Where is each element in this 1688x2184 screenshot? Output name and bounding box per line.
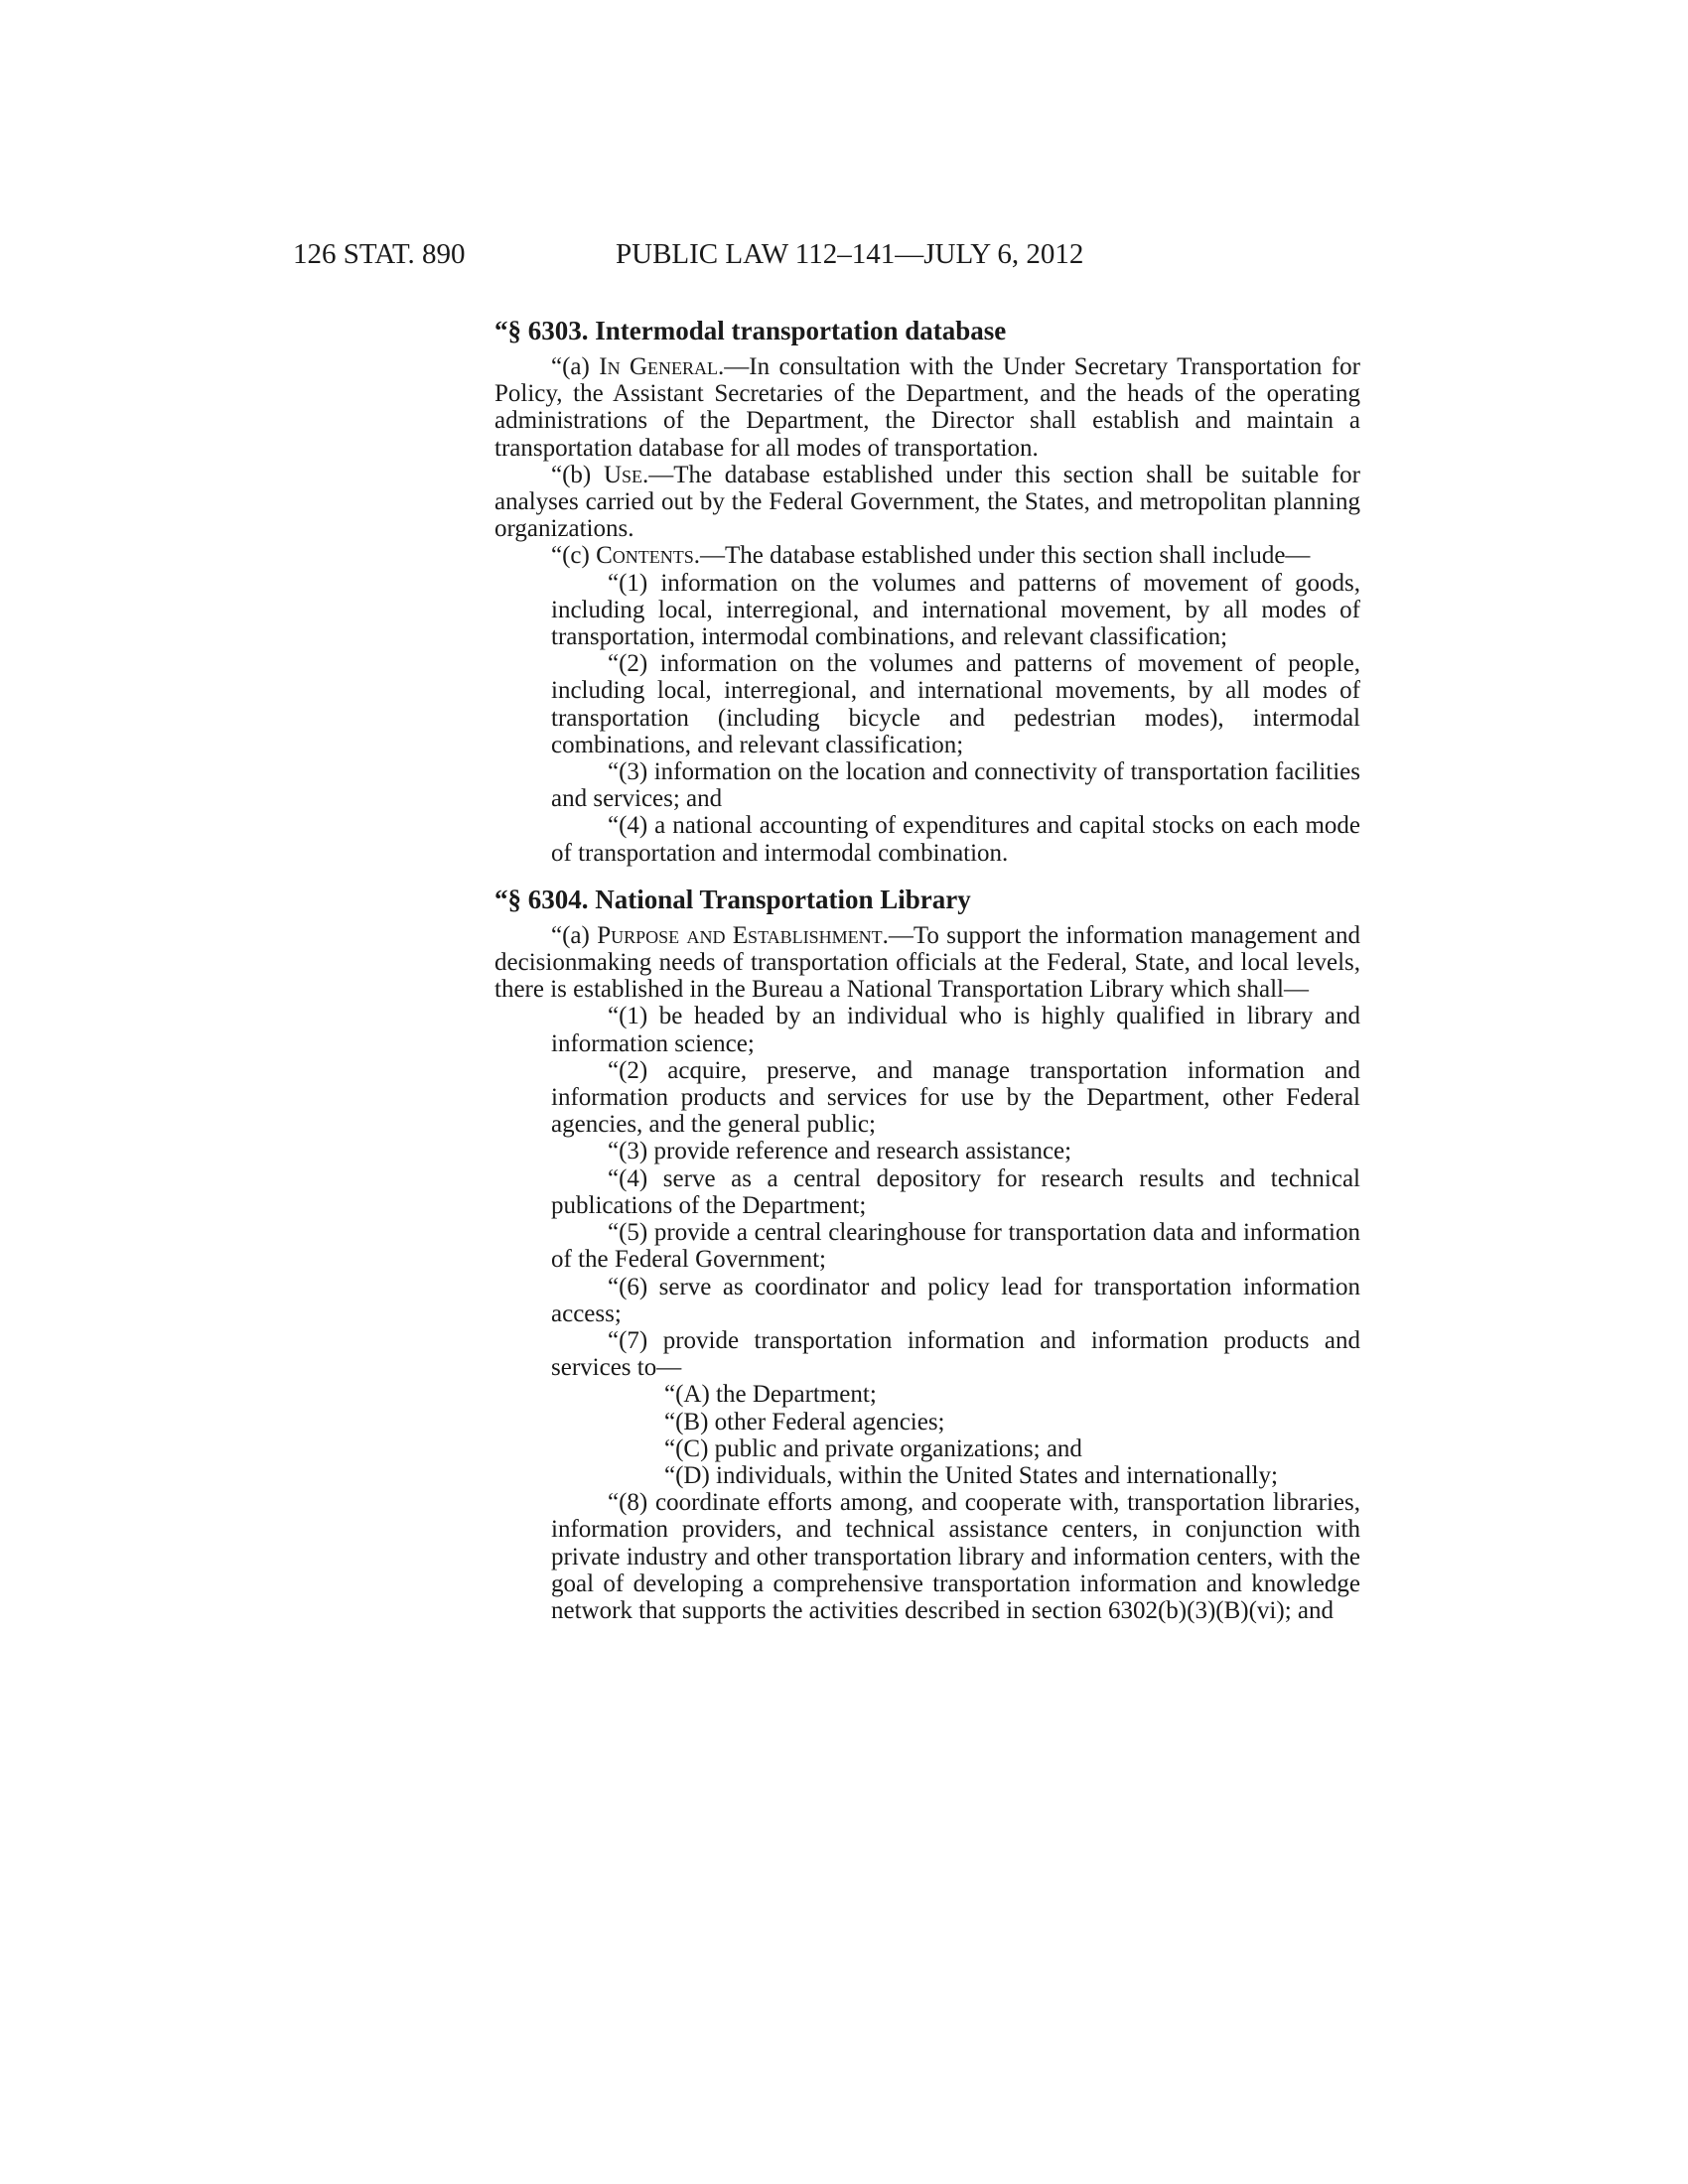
section-6304-subitem-d: “(D) individuals, within the United States and internationally; — [664, 1461, 1278, 1489]
section-6304-subitem-a: “(A) the Department; — [664, 1381, 877, 1409]
subsection-caption: Use — [603, 461, 642, 488]
law-title: PUBLIC LAW 112–141—JULY 6, 2012 — [616, 238, 1084, 270]
section-6303-item-3: “(3) information on the location and connectivity of transportation facilities and services; and — [551, 758, 1360, 813]
section-6304-item-5: “(5) provide a central clearinghouse for transportation data and information of the Federal Government; — [551, 1219, 1360, 1274]
document-body — [494, 316, 1360, 1624]
subsection-caption: In General — [599, 353, 719, 380]
section-6304-item-1: “(1) be headed by an individual who is highly qualified in library and information science; — [551, 1003, 1360, 1057]
section-6304-item-4: “(4) serve as a central depository for research results and technical publications of the Department; — [551, 1164, 1360, 1219]
section-6304-heading: “§ 6304. National Transportation Library — [494, 884, 971, 914]
section-6303-subsection-b: “(b) Use.—The database established under this section shall be suitable for analyses carried out by the Federal Government, the States, and metropolitan planning organizations. — [494, 461, 1360, 543]
section-6304-subsection-a: “(a) Purpose and Establishment.—To support the information management and decisionmaking needs of transportation officials at the Federal, State, and local levels, there is established in the Bureau a National Transportation Library which shall— — [494, 921, 1360, 1004]
section-6303-item-4: “(4) a national accounting of expenditures and capital stocks on each mode of transportation and intermodal combination. — [551, 812, 1360, 867]
section-6304-item-2: “(2) acquire, preserve, and manage transportation information and information products and services for use by the Department, other Federal agencies, and the general public; — [551, 1056, 1360, 1139]
section-6303-item-2: “(2) information on the volumes and patterns of movement of people, including local, interregional, and international movements, by all modes of transportation (including bicycle and pedestrian modes), intermodal combinations, and relevant classification; — [551, 650, 1360, 758]
section-6304-item-6: “(6) serve as coordinator and policy lead for transportation information access; — [551, 1273, 1360, 1327]
section-6304-subitem-c: “(C) public and private organizations; and — [664, 1434, 1082, 1462]
subsection-caption: Contents — [596, 542, 694, 570]
section-6303-heading: “§ 6303. Intermodal transportation database — [494, 316, 1007, 345]
section-6304-subitem-b: “(B) other Federal agencies; — [664, 1408, 945, 1435]
subsection-caption: Purpose and Establishment — [597, 921, 883, 949]
page-header — [293, 238, 1365, 278]
section-6304-item-3: “(3) provide reference and research assistance; — [608, 1138, 1072, 1165]
section-6303-subsection-a: “(a) In General.—In consultation with the Under Secretary Transportation for Policy, the Assistant Secretaries of the Department, and the heads of the operating administrations of the Department, the Director shall establish and maintain a transportation database for all modes of transportation. — [494, 353, 1360, 462]
section-6303-item-1: “(1) information on the volumes and patterns of movement of goods, including local, interregional, and international movement, by all modes of transportation, intermodal combinations, and relevant classification; — [551, 569, 1360, 651]
section-6303-subsection-c: “(c) Contents.—The database established under this section shall include— — [551, 542, 1311, 570]
section-6304-item-7: “(7) provide transportation information and information products and services to— — [551, 1326, 1360, 1382]
stat-reference: 126 STAT. 890 — [293, 238, 466, 270]
section-6304-item-8: “(8) coordinate efforts among, and cooperate with, transportation libraries, information providers, and technical assistance centers, in conjunction with private industry and other transportation library and information centers, with the goal of developing a comprehensive transportation information and knowledge network that supports the activities described in section 6302(b)(3)(B)(vi); and — [551, 1489, 1360, 1624]
